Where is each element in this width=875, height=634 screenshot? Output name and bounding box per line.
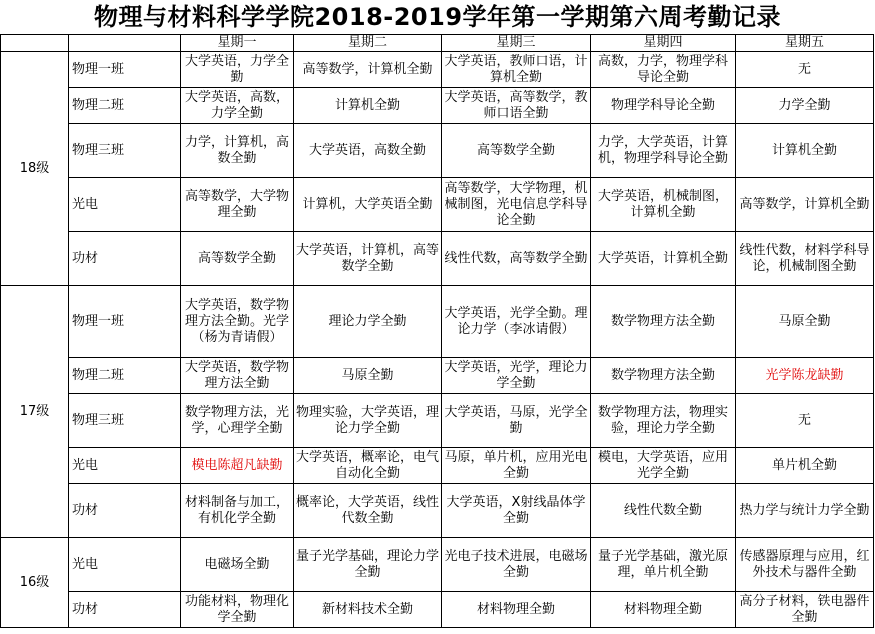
attendance-cell: 数学物理方法，物理实验，理论力学全勤	[591, 394, 736, 448]
attendance-cell: 计算机全勤	[294, 88, 442, 124]
attendance-cell: 马原，单片机，应用光电全勤	[442, 448, 591, 484]
attendance-cell: 马原全勤	[736, 286, 874, 358]
attendance-cell: 大学英语，数学物理方法全勤。光学（杨为青请假）	[181, 286, 294, 358]
day-header-monday: 星期一	[181, 35, 294, 52]
attendance-cell: 高等数学，大学物理全勤	[181, 178, 294, 232]
table-row	[1, 592, 874, 628]
class-cell: 物理三班	[69, 394, 181, 448]
table-row	[1, 124, 874, 178]
attendance-cell: 物理实验，大学英语，理论力学全勤	[294, 394, 442, 448]
attendance-cell: 理论力学全勤	[294, 286, 442, 358]
absence-cell: 光学陈龙缺勤	[736, 358, 874, 394]
day-header-friday: 星期五	[736, 35, 874, 52]
class-cell: 物理二班	[69, 358, 181, 394]
table-row	[1, 484, 874, 538]
class-cell: 物理一班	[69, 286, 181, 358]
attendance-cell: 新材料技术全勤	[294, 592, 442, 628]
attendance-cell: 功能材料，物理化学全勤	[181, 592, 294, 628]
attendance-cell: 高分子材料，铁电器件全勤	[736, 592, 874, 628]
absence-cell: 模电陈超凡缺勤	[181, 448, 294, 484]
attendance-cell: 马原全勤	[294, 358, 442, 394]
attendance-cell: 计算机全勤	[736, 124, 874, 178]
attendance-cell: 电磁场全勤	[181, 538, 294, 592]
attendance-cell: 传感器原理与应用，红外技术与器件全勤	[736, 538, 874, 592]
attendance-cell: 数学物理方法全勤	[591, 358, 736, 394]
class-cell: 光电	[69, 538, 181, 592]
attendance-cell: 大学英语，高数，力学全勤	[181, 88, 294, 124]
attendance-cell: 大学英语，光学，理论力学全勤	[442, 358, 591, 394]
attendance-cell: 大学英语，光学全勤。理论力学（李冰请假）	[442, 286, 591, 358]
attendance-cell: 高等数学全勤	[181, 232, 294, 286]
attendance-cell: 物理学科导论全勤	[591, 88, 736, 124]
class-header-cell	[69, 35, 181, 52]
attendance-cell: 大学英语，力学全勤	[181, 52, 294, 88]
attendance-cell: 材料物理全勤	[442, 592, 591, 628]
class-cell: 功材	[69, 592, 181, 628]
attendance-cell: 大学英语，高等数学，教师口语全勤	[442, 88, 591, 124]
header-row	[1, 35, 874, 52]
attendance-cell: 线性代数，高等数学全勤	[442, 232, 591, 286]
attendance-cell: 高数，力学，物理学科导论全勤	[591, 52, 736, 88]
table-row	[1, 286, 874, 358]
attendance-cell: 单片机全勤	[736, 448, 874, 484]
attendance-cell: 大学英语，机械制图，计算机全勤	[591, 178, 736, 232]
attendance-cell: 大学英语，高数全勤	[294, 124, 442, 178]
attendance-cell: 线性代数，材料学科导论，机械制图全勤	[736, 232, 874, 286]
day-header-tuesday: 星期二	[294, 35, 442, 52]
attendance-cell: 高等数学，大学物理，机械制图，光电信息学科导论全勤	[442, 178, 591, 232]
table-row	[1, 448, 874, 484]
attendance-cell: 线性代数全勤	[591, 484, 736, 538]
attendance-cell: 高等数学，计算机全勤	[736, 178, 874, 232]
attendance-cell: 光电子技术进展，电磁场全勤	[442, 538, 591, 592]
day-header-wednesday: 星期三	[442, 35, 591, 52]
attendance-cell: 模电，大学英语，应用光学全勤	[591, 448, 736, 484]
attendance-cell: 材料制备与加工，有机化学全勤	[181, 484, 294, 538]
day-header-thursday: 星期四	[591, 35, 736, 52]
page-title: 物理与材料科学学院2018-2019学年第一学期第六周考勤记录	[93, 3, 782, 31]
table-row	[1, 88, 874, 124]
attendance-cell: 热力学与统计力学全勤	[736, 484, 874, 538]
attendance-cell: 无	[736, 52, 874, 88]
attendance-cell: 力学全勤	[736, 88, 874, 124]
class-cell: 光电	[69, 448, 181, 484]
attendance-cell: 大学英语，计算机全勤	[591, 232, 736, 286]
attendance-cell: 大学英语，计算机，高等数学全勤	[294, 232, 442, 286]
attendance-cell: 计算机，大学英语全勤	[294, 178, 442, 232]
attendance-cell: 量子光学基础，理论力学全勤	[294, 538, 442, 592]
attendance-cell: 数学物理方法全勤	[591, 286, 736, 358]
attendance-table	[0, 34, 874, 628]
attendance-cell: 材料物理全勤	[591, 592, 736, 628]
attendance-cell: 数学物理方法，光学，心理学全勤	[181, 394, 294, 448]
class-cell: 功材	[69, 232, 181, 286]
attendance-cell: 量子光学基础，激光原理，单片机全勤	[591, 538, 736, 592]
attendance-cell: 大学英语，马原，光学全勤	[442, 394, 591, 448]
attendance-cell: 高等数学全勤	[442, 124, 591, 178]
table-row	[1, 178, 874, 232]
table-row	[1, 52, 874, 88]
table-row	[1, 358, 874, 394]
grade-cell: 16级	[1, 538, 69, 628]
corner-cell	[1, 35, 69, 52]
attendance-cell: 力学，大学英语，计算机，物理学科导论全勤	[591, 124, 736, 178]
attendance-cell: 无	[736, 394, 874, 448]
attendance-cell: 大学英语，X射线晶体学全勤	[442, 484, 591, 538]
table-row	[1, 538, 874, 592]
class-cell: 光电	[69, 178, 181, 232]
attendance-cell: 大学英语，数学物理方法全勤	[181, 358, 294, 394]
grade-cell: 17级	[1, 286, 69, 538]
class-cell: 物理一班	[69, 52, 181, 88]
class-cell: 物理二班	[69, 88, 181, 124]
class-cell: 功材	[69, 484, 181, 538]
attendance-cell: 大学英语，教师口语，计算机全勤	[442, 52, 591, 88]
class-cell: 物理三班	[69, 124, 181, 178]
grade-cell: 18级	[1, 52, 69, 286]
attendance-cell: 力学，计算机，高数全勤	[181, 124, 294, 178]
table-row	[1, 232, 874, 286]
attendance-cell: 大学英语，概率论，电气自动化全勤	[294, 448, 442, 484]
attendance-cell: 概率论，大学英语，线性代数全勤	[294, 484, 442, 538]
attendance-cell: 高等数学，计算机全勤	[294, 52, 442, 88]
table-row	[1, 394, 874, 448]
